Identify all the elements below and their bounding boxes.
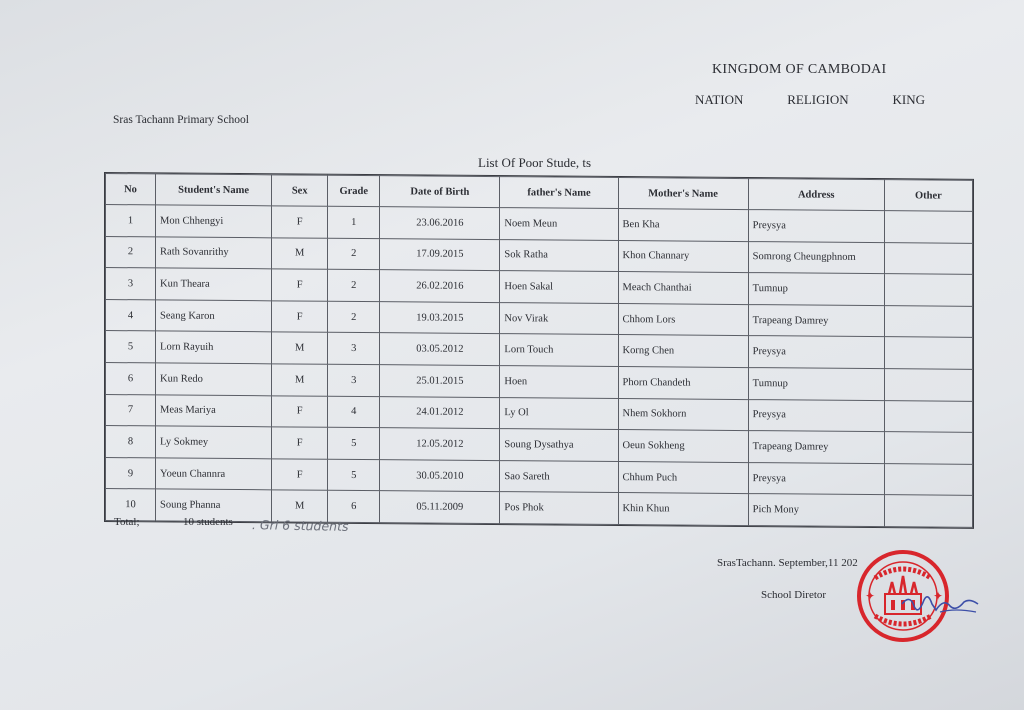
cell-other — [884, 242, 972, 274]
cell-date-of-birth: 24.01.2012 — [380, 396, 500, 429]
cell-date-of-birth: 19.03.2015 — [380, 301, 500, 334]
cell-no: 3 — [106, 268, 156, 300]
cell-mother-name: Phorn Chandeth — [618, 367, 748, 400]
table-body — [106, 205, 973, 528]
cell-student-name: Soung Phanna — [156, 489, 272, 522]
cell-sex: F — [272, 301, 328, 333]
col-header-grade: Grade — [328, 175, 380, 206]
country-name: KINGDOM OF CAMBODAI — [712, 62, 887, 77]
cell-sex: M — [272, 490, 328, 522]
cell-mother-name: Meach Chanthai — [618, 272, 748, 305]
cell-no: 4 — [106, 299, 156, 331]
cell-mother-name: Chhom Lors — [618, 303, 748, 336]
cell-grade: 2 — [328, 238, 380, 270]
cell-student-name: Kun Redo — [156, 363, 272, 396]
cell-grade: 2 — [328, 301, 380, 333]
cell-student-name: Yoeun Channra — [156, 458, 272, 491]
national-motto — [695, 92, 925, 108]
col-header-date-of-birth: Date of Birth — [380, 176, 500, 208]
cell-address: Trapeang Damrey — [748, 304, 884, 337]
cell-grade: 2 — [328, 269, 380, 301]
cell-other — [884, 337, 972, 369]
cell-sex: F — [272, 269, 328, 301]
cell-other — [884, 211, 972, 243]
cell-other — [884, 274, 972, 306]
cell-no: 1 — [106, 205, 156, 237]
col-header-no: No — [106, 174, 156, 205]
cell-address: Preysya — [748, 336, 884, 369]
col-header-sex: Sex — [272, 175, 328, 206]
total-label: Total; — [114, 516, 140, 528]
cell-sex: M — [272, 332, 328, 364]
motto-nation: NATION — [695, 92, 744, 107]
cell-father-name: Lorn Touch — [500, 334, 618, 367]
cell-date-of-birth: 25.01.2015 — [380, 365, 500, 398]
cell-mother-name: Ben Kha — [618, 209, 748, 242]
motto-king: KING — [892, 92, 925, 107]
cell-date-of-birth: 03.05.2012 — [380, 333, 500, 366]
cell-address: Somrong Cheungphnom — [748, 241, 884, 274]
cell-address: Preysya — [748, 210, 884, 243]
cell-no: 2 — [106, 236, 156, 268]
cell-mother-name: Oeun Sokheng — [618, 430, 748, 463]
cell-date-of-birth: 30.05.2010 — [380, 459, 500, 492]
total-count: 10 students — [183, 516, 233, 528]
cell-no: 9 — [106, 457, 156, 489]
cell-grade: 1 — [328, 206, 380, 238]
cell-date-of-birth: 26.02.2016 — [380, 270, 500, 303]
col-header-father-name: father's Name — [500, 177, 618, 209]
table-row — [106, 489, 973, 527]
cell-address: Pich Mony — [748, 494, 884, 527]
col-header-student-name: Student's Name — [156, 174, 272, 206]
cell-father-name: Hoen Sakal — [500, 271, 618, 304]
col-header-mother-name: Mother's Name — [618, 178, 748, 210]
cell-no: 7 — [106, 394, 156, 426]
cell-student-name: Lorn Rayuih — [156, 331, 272, 364]
cell-other — [884, 463, 972, 495]
cell-address: Preysya — [748, 399, 884, 432]
cell-father-name: Noem Meun — [500, 208, 618, 241]
cell-no: 10 — [106, 489, 156, 521]
cell-father-name: Nov Virak — [500, 302, 618, 335]
cell-mother-name: Khon Channary — [618, 240, 748, 273]
col-header-other: Other — [884, 180, 972, 212]
cell-sex: F — [272, 427, 328, 459]
cell-student-name: Kun Theara — [156, 268, 272, 301]
cell-address: Trapeang Damrey — [748, 431, 884, 464]
document-title: List Of Poor Stude, ts — [478, 155, 592, 170]
cell-mother-name: Chhum Puch — [618, 461, 748, 494]
cell-other — [884, 305, 972, 337]
cell-mother-name: Korng Chen — [618, 335, 748, 368]
cell-sex: F — [272, 206, 328, 238]
cell-father-name: Hoen — [500, 366, 618, 399]
signatory-title: School Diretor — [761, 589, 827, 601]
cell-grade: 5 — [328, 427, 380, 459]
director-signature — [900, 590, 980, 620]
cell-other — [884, 495, 972, 527]
col-header-address: Address — [748, 179, 884, 211]
place-and-date: SrasTachann. September,11 202 — [717, 557, 858, 569]
svg-text:✦: ✦ — [865, 589, 876, 603]
motto-religion: RELIGION — [787, 92, 849, 107]
cell-sex: F — [272, 459, 328, 491]
cell-no: 5 — [106, 331, 156, 363]
cell-student-name: Rath Sovanrithy — [156, 236, 272, 269]
cell-date-of-birth: 17.09.2015 — [380, 238, 500, 271]
handwritten-note: . Grl 6 students — [251, 517, 349, 534]
school-name: Sras Tachann Primary School — [113, 114, 250, 126]
cell-other — [884, 432, 972, 464]
cell-no: 6 — [106, 362, 156, 394]
cell-sex: M — [272, 364, 328, 396]
cell-grade: 3 — [328, 364, 380, 396]
cell-father-name: Soung Dysathya — [500, 429, 618, 462]
cell-mother-name: Khin Khun — [618, 493, 748, 526]
cell-father-name: Pos Phok — [500, 492, 618, 525]
cell-sex: M — [272, 237, 328, 269]
cell-grade: 5 — [328, 459, 380, 491]
svg-text:✦: ✦ — [933, 589, 944, 603]
cell-student-name: Meas Mariya — [156, 394, 272, 427]
cell-date-of-birth: 05.11.2009 — [380, 491, 500, 524]
cell-address: Tumnup — [748, 273, 884, 306]
cell-no: 8 — [106, 426, 156, 458]
cell-date-of-birth: 12.05.2012 — [380, 428, 500, 461]
cell-student-name: Seang Karon — [156, 300, 272, 333]
cell-sex: F — [272, 395, 328, 427]
cell-date-of-birth: 23.06.2016 — [380, 207, 500, 240]
cell-student-name: Mon Chhengyi — [156, 205, 272, 238]
cell-grade: 4 — [328, 396, 380, 428]
cell-mother-name: Nhem Sokhorn — [618, 398, 748, 431]
cell-student-name: Ly Sokmey — [156, 426, 272, 459]
cell-father-name: Ly Ol — [500, 397, 618, 430]
cell-other — [884, 369, 972, 401]
cell-grade: 3 — [328, 333, 380, 365]
cell-father-name: Sok Ratha — [500, 239, 618, 272]
cell-other — [884, 400, 972, 432]
students-table — [104, 172, 974, 529]
cell-address: Tumnup — [748, 368, 884, 401]
cell-address: Preysya — [748, 462, 884, 495]
cell-father-name: Sao Sareth — [500, 460, 618, 493]
cell-grade: 6 — [328, 491, 380, 523]
